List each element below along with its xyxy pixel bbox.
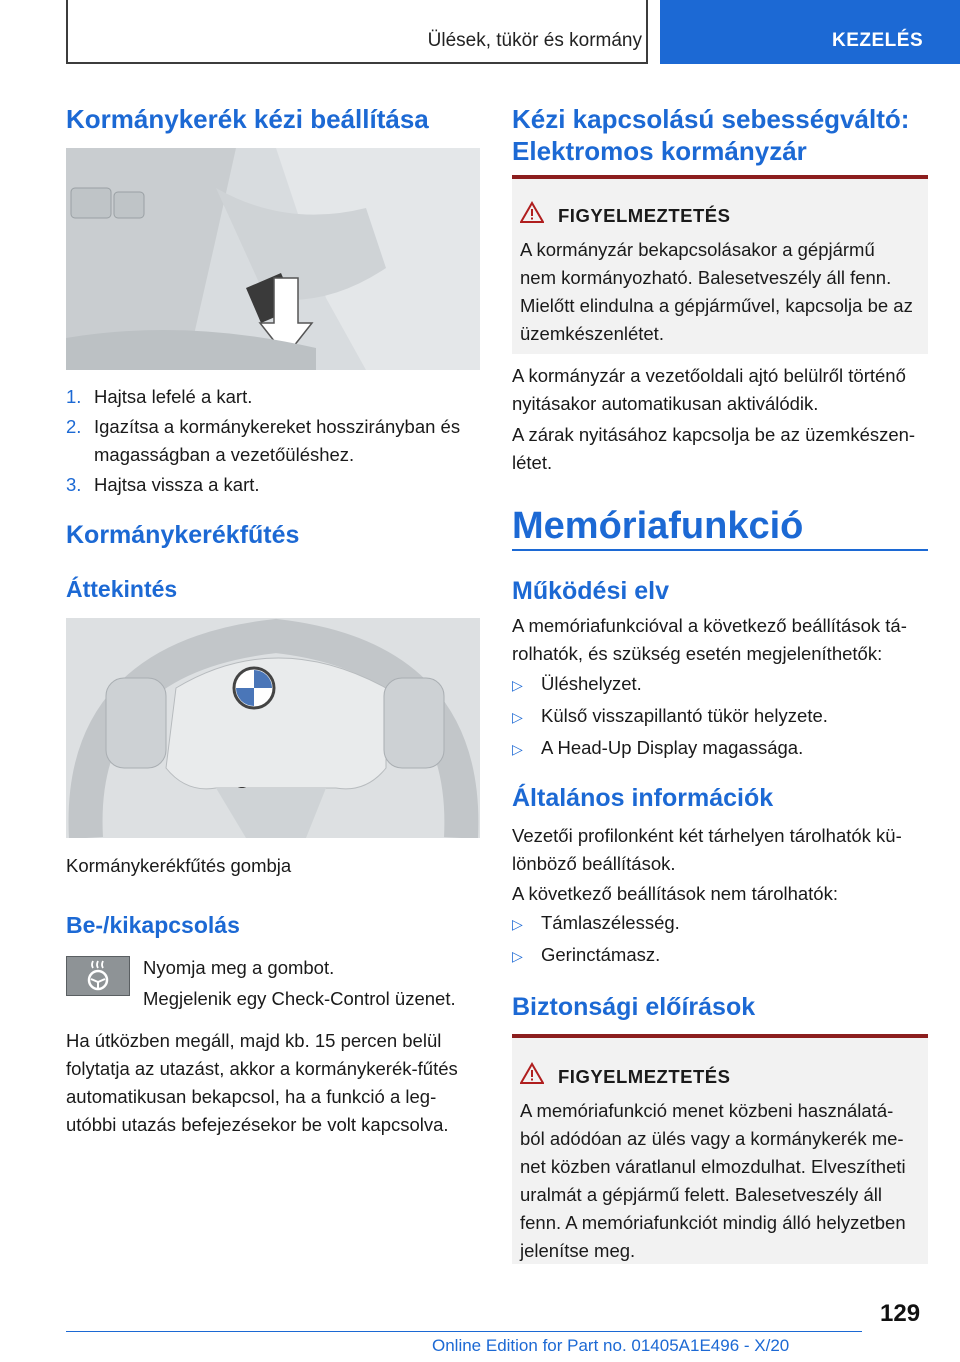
warning-1-title: FIGYELMEZTETÉS: [558, 205, 731, 226]
principle-item-2: Külső visszapillantó tükör helyzete.: [541, 705, 828, 726]
warning-1-line-3: Mielőtt elindulna a gépjárművel, kapcsolja be az: [520, 295, 913, 316]
general-line-2: lönböző beállítások.: [512, 853, 676, 874]
heating-button[interactable]: [66, 956, 130, 996]
lock-para-1-line-1: A kormányzár a vezetőoldali ajtó belülről történő: [512, 365, 906, 386]
steering-wheel-illustration: [66, 618, 480, 838]
step-1: 1.: [66, 386, 82, 407]
warning-2-line-1: A memóriafunkció menet közbeni használatá-: [520, 1100, 894, 1121]
warning-1-line-4: üzemkészenlétet.: [520, 323, 664, 344]
heading-general-info: Általános információk: [512, 784, 774, 812]
chapter-tab-label: KEZELÉS: [832, 30, 924, 51]
heading-manual-adjust: Kormánykerék kézi beállítása: [66, 104, 429, 134]
warning-triangle-icon: [520, 201, 544, 223]
warning-1-line-1: A kormányzár bekapcsolásakor a gépjármű: [520, 239, 875, 260]
lock-para-2-line-2: létet.: [512, 452, 553, 473]
warning-2-line-3: net közben váratlanul elmozdulhat. Elveszítheti: [520, 1156, 906, 1177]
warning-box-1: [512, 175, 928, 354]
heading-memory-function: Memóriafunkció: [512, 505, 804, 547]
step-2-text: Igazítsa a kormánykereket hosszirányban és: [94, 416, 461, 437]
warning-2-title: FIGYELMEZTETÉS: [558, 1066, 731, 1087]
step-3: 3.: [66, 474, 82, 495]
heading-principle: Működési elv: [512, 577, 669, 605]
general-item-1: Támlaszélesség.: [541, 912, 680, 933]
bullet-icon: ▷: [512, 741, 523, 757]
auto-on-line-2: folytatja az utazást, akkor a kormánykerék-fűtés: [66, 1058, 458, 1079]
bullet-icon: ▷: [512, 709, 523, 725]
principle-line-2: rolhatók, és szükség esetén megjeleníthetők:: [512, 643, 883, 664]
warning-2-line-2: ból adódóan az ülés vagy a kormánykerék me-: [520, 1128, 904, 1149]
principle-item-1: Üléshelyzet.: [541, 673, 642, 694]
general-line-3: A következő beállítások nem tárolhatók:: [512, 883, 838, 904]
heading-safety: Biztonsági előírások: [512, 993, 756, 1021]
heading-overview: Áttekintés: [66, 576, 178, 602]
general-item-2: Gerinctámasz.: [541, 944, 661, 965]
warning-box-2: [512, 1034, 928, 1264]
edition-text: Online Edition for Part no. 01405A1E496 - X/20: [432, 1336, 790, 1355]
auto-on-line-4: utóbbi utazás befejezésekor be volt kapcsolva.: [66, 1114, 449, 1135]
warning-triangle-icon: [520, 1062, 544, 1084]
page-number: 129: [880, 1300, 921, 1327]
principle-line-1: A memóriafunkcióval a következő beállítások tá-: [512, 615, 907, 636]
heading-on-off: Be-/kikapcsolás: [66, 912, 240, 938]
warning-2-line-4: uralmát a gépjármű felett. Balesetveszély áll: [520, 1184, 882, 1205]
step-2: 2.: [66, 416, 82, 437]
heading-steering-heating: Kormánykerékfűtés: [66, 521, 300, 549]
footer-rule: [66, 1331, 862, 1332]
lock-para-1-line-2: nyitásakor automatikusan aktiválódik.: [512, 393, 819, 414]
lever-illustration: [66, 148, 480, 370]
heading-steering-lock-1: Kézi kapcsolású sebességváltó:: [512, 104, 910, 134]
warning-2-line-5: fenn. A memóriafunkciót mindig álló helyzetben: [520, 1212, 906, 1233]
steering-heat-icon: [67, 957, 129, 995]
bullet-icon: ▷: [512, 948, 523, 964]
general-line-1: Vezetői profilonként két tárhelyen tárolhatók kü-: [512, 825, 902, 846]
image-caption: Kormánykerékfűtés gombja: [66, 855, 292, 876]
principle-item-3: A Head-Up Display magassága.: [541, 737, 804, 758]
chapter-tab[interactable]: [660, 0, 960, 64]
step-1-text: Hajtsa lefelé a kart.: [94, 386, 253, 407]
heading-steering-lock-2: Elektromos kormányzár: [512, 136, 807, 166]
bullet-icon: ▷: [512, 916, 523, 932]
press-button-text: Nyomja meg a gombot.: [143, 957, 335, 978]
warning-1-line-2: nem kormányozható. Balesetveszély áll fenn.: [520, 267, 892, 288]
auto-on-line-3: automatikusan bekapcsol, ha a funkció a leg-: [66, 1086, 437, 1107]
step-2-text-cont: magasságban a vezetőüléshez.: [94, 444, 355, 465]
heading-rule: [512, 549, 928, 551]
check-control-text: Megjelenik egy Check-Control üzenet.: [143, 988, 456, 1009]
auto-on-line-1: Ha útközben megáll, majd kb. 15 percen belül: [66, 1030, 442, 1051]
section-title: Ülések, tükör és kormány: [427, 30, 642, 51]
warning-2-line-6: jelenítse meg.: [520, 1240, 636, 1261]
bullet-icon: ▷: [512, 677, 523, 693]
lock-para-2-line-1: A zárak nyitásához kapcsolja be az üzemkészen-: [512, 424, 916, 445]
step-3-text: Hajtsa vissza a kart.: [94, 474, 260, 495]
